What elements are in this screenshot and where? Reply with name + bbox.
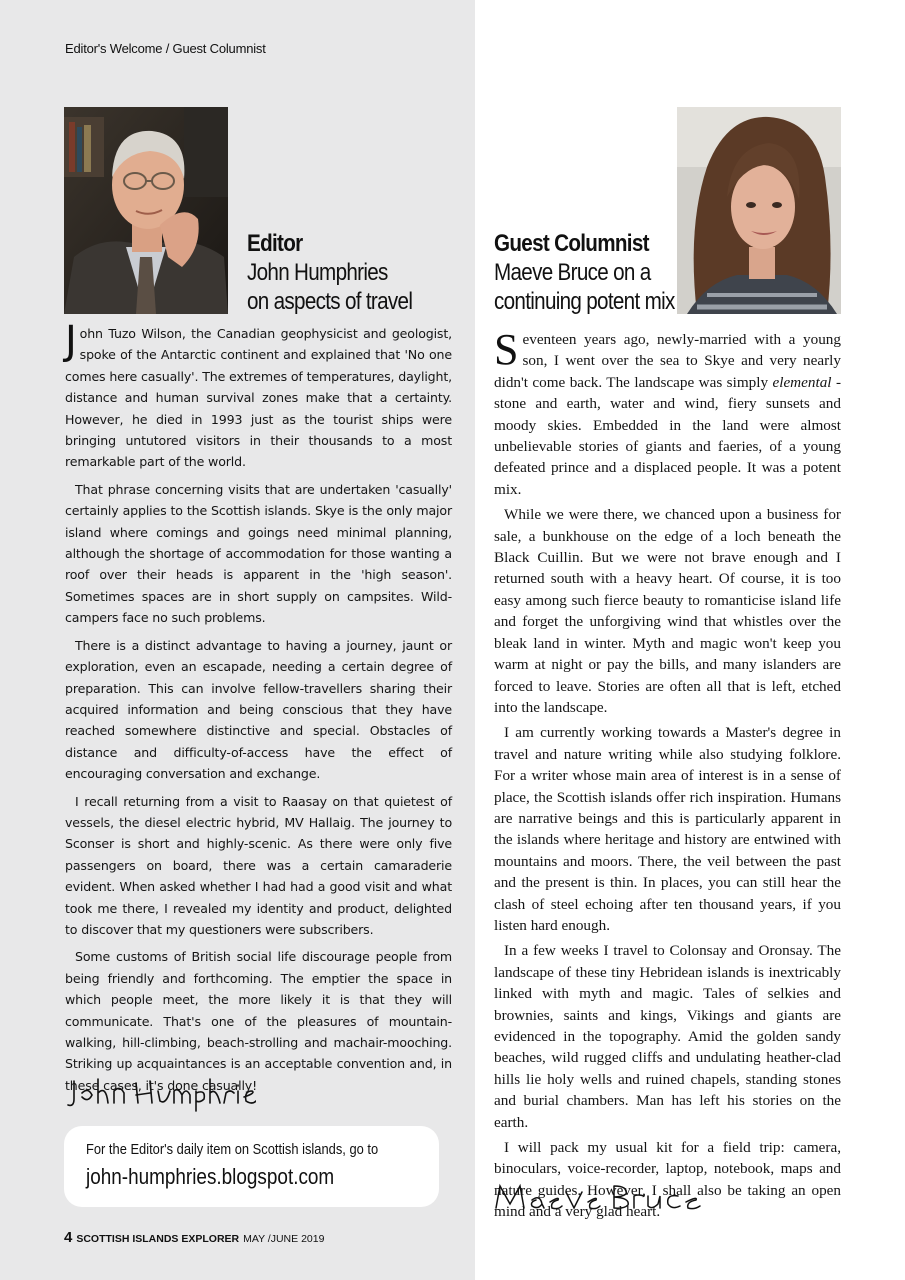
section-label: Editor's Welcome / Guest Columnist bbox=[65, 41, 266, 56]
issue-date: MAY /JUNE 2019 bbox=[243, 1233, 325, 1245]
guest-paragraph: Seventeen years ago, newly-married with a young son, I went over the sea to Skye and very nearly didn't come back. The landscape was simply elemental - stone and earth, water and wind, fiery sunsets and moody skies. Embedded in the land were almost unbelievable stories of giants and faeries, of a young defeated prince and a displaced people. It was a potent mix. bbox=[494, 325, 842, 498]
editor-signature bbox=[66, 1073, 256, 1113]
emphasized-word: elemental bbox=[772, 373, 832, 391]
editor-article-body bbox=[65, 318, 452, 1102]
guest-paragraph: I will pack my usual kit for a field trip: camera, binoculars, voice-recorder, laptop, notebook, maps and nature guides. However, I shall also be taking an open mind and a very glad heart. bbox=[494, 1139, 841, 1221]
editor-blog-link-box bbox=[64, 1126, 439, 1207]
editor-paragraph: Some customs of British social life discourage people from being friendly and forthcoming. The emptier the space in which people meet, the more likely it is that they will communicate. That's one of the pleasures of mountain-walking, hill-climbing, beach-strolling and machair-mooching. Striking up acquaintances is an acceptable convention and, in these cases, it's done casually! bbox=[65, 949, 452, 1093]
editor-paragraph: That phrase concerning visits that are undertaken 'casually' certainly applies to the Scottish islands. Skye is the only major island where comings and goings need minimal planning, although the shortage of accommodation for those wanting a roof over their heads is apparent in the 'high season'. Sometimes spaces are in short supply on campsites. Wild-campers face no such problems. bbox=[65, 481, 452, 626]
editor-name-title: John Humphries bbox=[247, 259, 388, 286]
guest-paragraph: While we were there, we chanced upon a business for sale, a bunkhouse on the edge of a loch beneath the Black Cuillin. But we were not brave enough and I returned south with a heavy heart. Of course, it is too easy among such fierce beauty to romanticise island life and forget the unforgiving wind that whistles over the bleak land in winter. Myth and magic won't keep you warm at night or pay the bills, and many islanders are forced to leave. Stories are often all that is left, etched into the landscape. bbox=[494, 506, 841, 716]
guest-signature bbox=[494, 1178, 704, 1218]
editor-paragraph: There is a distinct advantage to having a journey, jaunt or exploration, even an escapade, needing a certain degree of preparation. This can involve fellow-travellers sharing their acquired information and being conscious that they have reached somewhere distinctive and special. Obstacles of distance and difficulty-of-access have the effect of encouraging conversation and exchange. bbox=[65, 637, 452, 782]
link-box-prefix: For the Editor's daily item on Scottish islands, go to bbox=[86, 1141, 379, 1158]
guest-article-body bbox=[494, 325, 842, 1227]
guest-role-title: Guest Columnist bbox=[494, 230, 649, 257]
magazine-name: SCOTTISH ISLANDS EXPLORER bbox=[76, 1233, 240, 1245]
editor-paragraph: John Tuzo Wilson, the Canadian geophysicist and geologist, spoke of the Antarctic continent and explained that 'No one comes here casually'. The extremes of temperatures, daylight, distance and human survival zones make that a certainty. However, he died in 1993 just as the tourist ships were bringing untutored visitors in their thousands to a most remarkable part of the world. bbox=[65, 318, 452, 470]
editor-paragraph: I recall returning from a visit to Raasay on that quietest of vessels, the diesel electric hybrid, MV Hallaig. The journey to Sconser is short and highly-scenic. As there were only five passengers on board, there was a certain camaraderie evident. When asked whether I had had a good visit and what took me there, I revealed my identity and product, delighted to discover that my questioners were subscribers. bbox=[65, 793, 452, 937]
guest-name-title: Maeve Bruce on a bbox=[494, 259, 651, 286]
guest-paragraph: In a few weeks I travel to Colonsay and Oronsay. The landscape of these tiny Hebridean islands is inextricably linked with myth and magic. Tales of selkies and brownies, saints and kings, Vikings and giants are evidenced in the topography. Amid the golden sandy beaches, wild rugged cliffs and undulating heather-clad hills lie holy wells and ruined chapels, standing stones and burial chambers. Man has left his stories on the earth. bbox=[494, 942, 841, 1131]
guest-heading bbox=[494, 229, 675, 316]
editor-subtitle: on aspects of travel bbox=[247, 288, 413, 315]
guest-subtitle: continuing potent mix bbox=[494, 288, 675, 315]
editor-blog-url[interactable]: john-humphries.blogspot.com bbox=[86, 1164, 335, 1189]
editor-role-title: Editor bbox=[247, 230, 303, 257]
editor-dropcap: J bbox=[65, 318, 77, 364]
guest-columnist-portrait-photo bbox=[677, 107, 841, 314]
editor-heading bbox=[247, 229, 471, 316]
page-footer bbox=[64, 1229, 324, 1247]
page-number: 4 bbox=[64, 1229, 73, 1246]
editor-portrait-photo bbox=[64, 107, 228, 314]
guest-paragraph: I am currently working towards a Master's degree in travel and nature writing while also studying folklore. For a writer whose main area of interest is in a sense of place, the Scottish islands offer rich inspiration. Humans are narrative beings and this is particularly apparent in the islands where heritage and history are entwined with mountains and moors. There, the veil between the past and the present is thin. In places, you can still hear the clash of steel echoing after ten thousand years, if you listen hard enough. bbox=[494, 724, 841, 934]
guest-dropcap: S bbox=[494, 325, 519, 374]
